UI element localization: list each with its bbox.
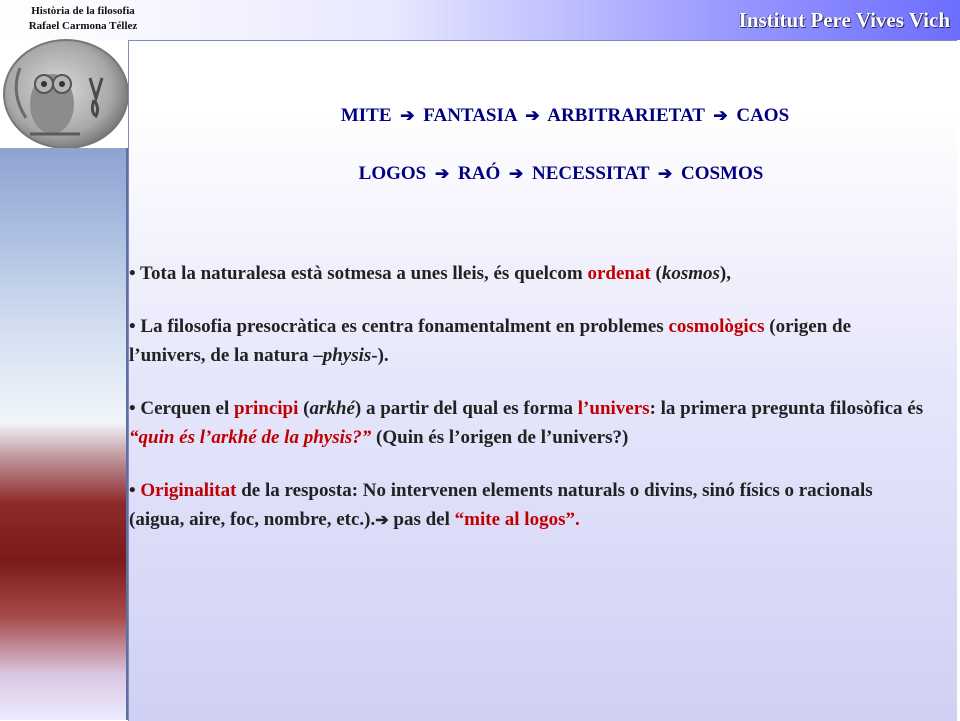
highlight-text: principi [234, 398, 299, 419]
bullet-text: • Tota la naturalesa està sotmesa a unes lleis, és quelcom [129, 263, 588, 284]
bullet-text: -). [371, 345, 389, 366]
heading-term: RAÓ [458, 163, 501, 184]
bullet-cosmology [129, 312, 929, 370]
decorative-sidebar [0, 148, 128, 720]
course-title: Història de la filosofia [31, 5, 135, 17]
bullet-text: ( [650, 263, 662, 284]
bullet-originality [129, 476, 929, 535]
bullet-text: • Cerquen el [129, 398, 234, 419]
arrow-right-icon: ➔ [525, 106, 540, 125]
heading-term: CAOS [736, 105, 790, 126]
highlight-text: Originalitat [140, 480, 237, 501]
highlight-text: l’univers [577, 398, 650, 419]
heading-logos [147, 162, 960, 186]
bullet-text: • [129, 480, 141, 501]
heading-term: FANTASIA [423, 105, 517, 126]
slide-content [128, 40, 957, 721]
italic-term: physis [322, 345, 372, 366]
highlight-question: “quin és l’arkhé de la physis?” [129, 427, 372, 448]
italic-term: arkhé [309, 398, 355, 419]
arrow-right-icon: ➔ [375, 512, 389, 529]
bullet-list [129, 259, 929, 559]
heading-term: ARBITRARIETAT [547, 105, 705, 126]
bullet-text: : la primera pregunta filosòfica és [649, 398, 924, 419]
arrow-right-icon: ➔ [508, 164, 524, 183]
arrow-right-icon: ➔ [400, 106, 415, 125]
highlight-text: ordenat [587, 263, 651, 284]
bullet-nature-laws [129, 259, 929, 288]
arrow-right-icon: ➔ [435, 164, 450, 183]
highlight-text: “mite al logos”. [454, 509, 580, 530]
course-info [8, 4, 158, 34]
heading-term: COSMOS [680, 163, 764, 184]
heading-mythos [151, 104, 960, 128]
header-bar [0, 0, 960, 40]
heading-term: NECESSITAT [531, 163, 650, 184]
heading-term: MITE [340, 105, 392, 126]
bullet-text: de la resposta: No intervenen elements naturals o divins, sinó físics o racionals (aigua, aire, foc, nombre, etc.). [129, 480, 873, 530]
author-name: Rafael Carmona Téllez [28, 20, 138, 32]
bullet-text: (Quin és l’origen de l’univers?) [371, 427, 629, 448]
bullet-text: (origen de l’univers, de la natura – [129, 316, 852, 366]
institute-name: Institut Pere Vives Vich [738, 8, 950, 32]
owl-coin-image [0, 38, 130, 150]
bullet-arkhe [129, 394, 929, 452]
bullet-text: ( [298, 398, 310, 419]
highlight-text: cosmològics [668, 316, 765, 337]
bullet-text: • La filosofia presocràtica es centra fonamentalment en problemes [129, 316, 669, 337]
bullet-text: ) a partir del qual es forma [354, 398, 578, 419]
arrow-right-icon: ➔ [713, 106, 728, 125]
arrow-right-icon: ➔ [657, 164, 673, 183]
bullet-text: pas del [388, 509, 455, 530]
italic-term: kosmos [661, 263, 720, 284]
heading-term: LOGOS [358, 163, 427, 184]
bullet-text: ), [719, 263, 731, 284]
